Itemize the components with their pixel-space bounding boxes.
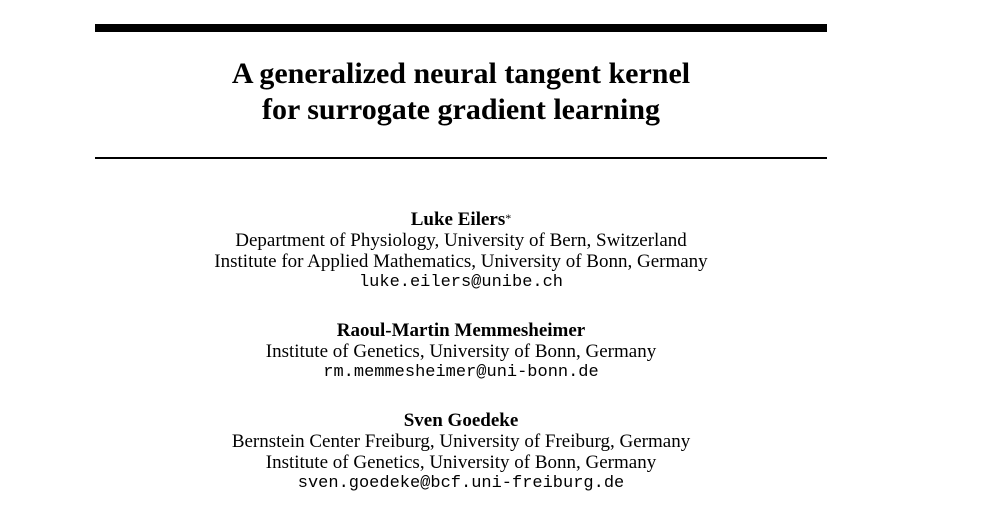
author-name-text: Sven Goedeke — [403, 410, 519, 431]
title-line-2: for surrogate gradient learning — [261, 93, 660, 126]
author-affiliation: Department of Physiology, University of Bern, Switzerland — [235, 230, 687, 251]
author-name — [95, 209, 827, 230]
top-rule — [95, 24, 827, 32]
author-name-text: Luke Eilers — [410, 209, 506, 230]
author-name — [95, 320, 827, 341]
author-footnote-marker: * — [505, 211, 512, 225]
author-affiliation: Institute of Genetics, University of Bonn, Germany — [265, 341, 657, 362]
bottom-rule — [95, 157, 827, 159]
author-block-eilers — [95, 209, 827, 293]
author-email[interactable]: rm.memmesheimer@uni-bonn.de — [323, 363, 599, 382]
author-email[interactable]: sven.goedeke@bcf.uni-freiburg.de — [297, 474, 625, 493]
author-name-text: Raoul-Martin Memmesheimer — [336, 320, 586, 341]
author-name — [95, 410, 827, 431]
author-block-memmesheimer — [95, 320, 827, 383]
author-list — [95, 209, 827, 521]
author-email[interactable]: luke.eilers@unibe.ch — [358, 273, 564, 292]
author-affiliation: Institute for Applied Mathematics, University of Bonn, Germany — [214, 251, 708, 272]
paper-title — [95, 56, 827, 128]
author-affiliation: Bernstein Center Freiburg, University of Freiburg, Germany — [231, 431, 691, 452]
title-line-1: A generalized neural tangent kernel — [231, 57, 691, 90]
author-affiliation: Institute of Genetics, University of Bonn, Germany — [265, 452, 657, 473]
author-block-goedeke — [95, 410, 827, 494]
